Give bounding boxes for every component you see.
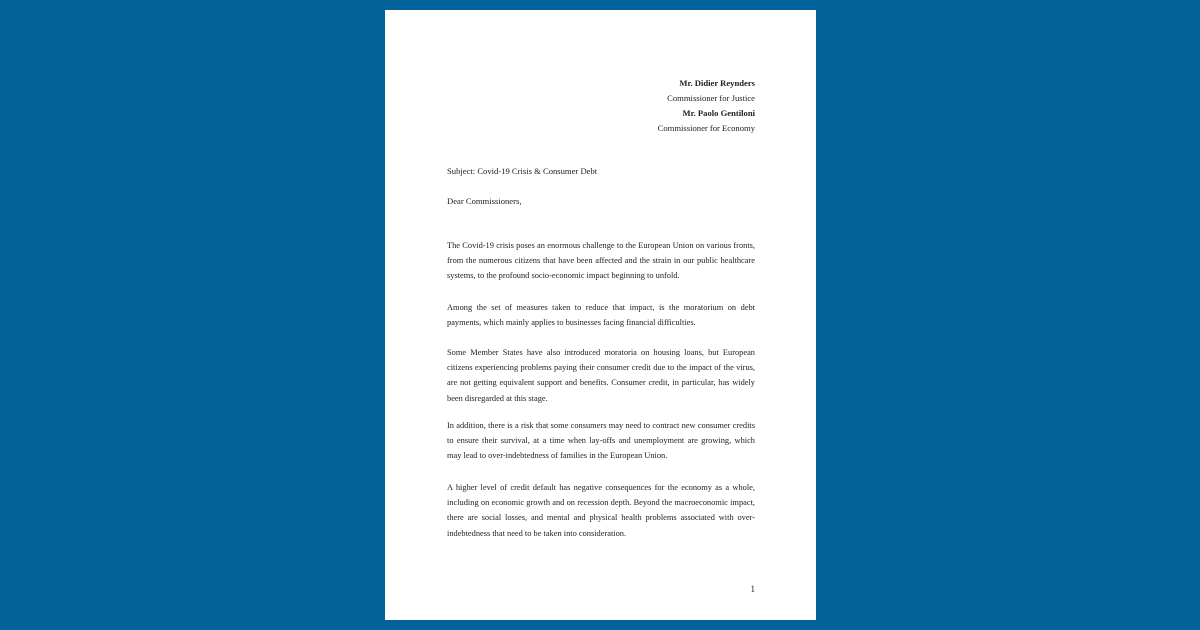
letter-page: [385, 10, 816, 620]
page-number: 1: [750, 584, 755, 594]
body-paragraph: Among the set of measures taken to reduce that impact, is the moratorium on debt payments, which mainly applies to businesses facing financial difficulties.: [447, 303, 755, 328]
addressee-role: Commissioner for Economy: [657, 123, 755, 133]
body-paragraph: A higher level of credit default has negative consequences for the economy as a whole, including on economic growth and on recession depth. Beyond the macroeconomic impact, there are social losses, and mental and physical health problems associated with over-indebtedness that need to be taken into consideration.: [447, 483, 755, 538]
body-paragraph: The Covid-19 crisis poses an enormous challenge to the European Union on various fronts, from the numerous citizens that have been affected and the strain in our public healthcare systems, to the profound socio-economic impact beginning to unfold.: [447, 241, 755, 281]
salutation: Dear Commissioners,: [447, 196, 522, 206]
addressee-role: Commissioner for Justice: [667, 93, 755, 103]
addressee-name: Mr. Paolo Gentiloni: [682, 108, 755, 118]
subject-line: Subject: Covid-19 Crisis & Consumer Debt: [447, 166, 598, 176]
body-paragraph: Some Member States have also introduced moratoria on housing loans, but European citizens experiencing problems paying their consumer credit due to the impact of the virus, are not getting equivalent support and benefits. Consumer credit, in particular, has widely been disregarded at this stage.: [447, 348, 755, 403]
addressee-block: [658, 76, 755, 136]
addressee-name: Mr. Didier Reynders: [679, 78, 755, 88]
body-paragraph: In addition, there is a risk that some consumers may need to contract new consumer credits to ensure their survival, at a time when lay-offs and unemployment are growing, which may lead to over-indebtedness of families in the European Union.: [447, 421, 755, 461]
